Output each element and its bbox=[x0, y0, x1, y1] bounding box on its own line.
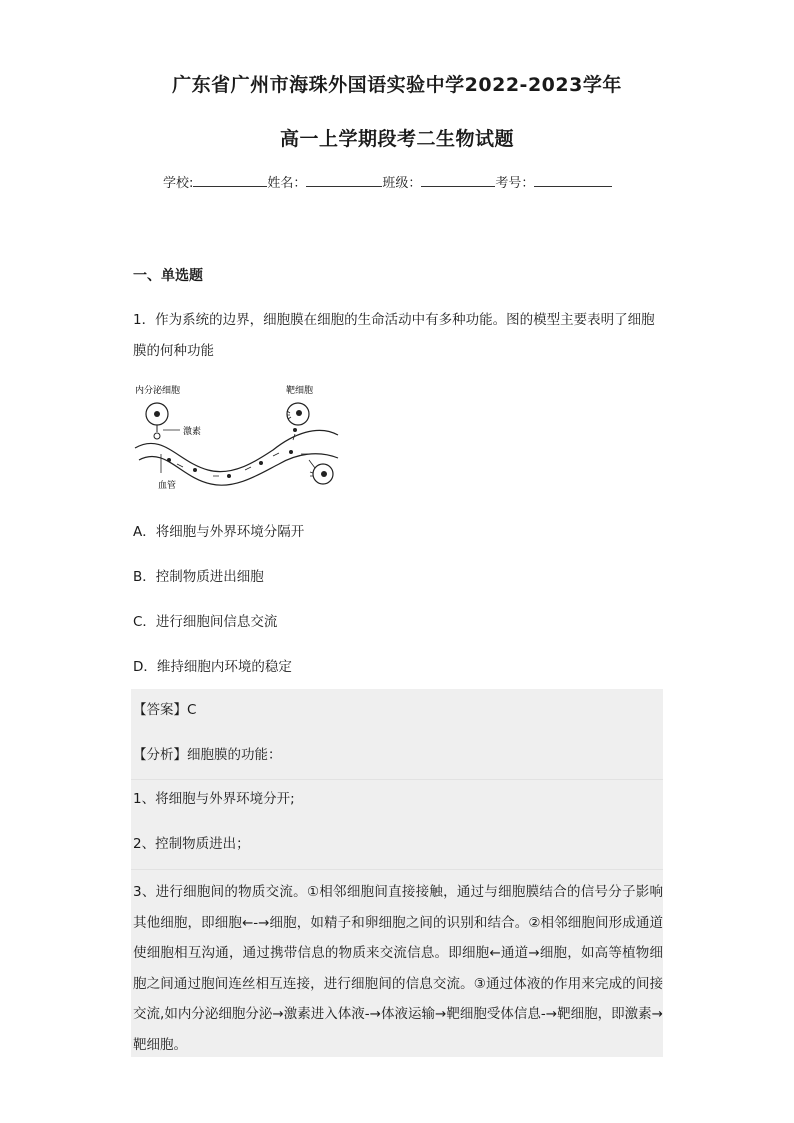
analysis-lead: 细胞膜的功能： bbox=[187, 747, 282, 763]
target-nucleus bbox=[296, 410, 302, 416]
school-blank[interactable] bbox=[193, 172, 267, 187]
number-label: 考号： bbox=[495, 176, 535, 191]
figure-label-hormone: 激素 bbox=[183, 427, 202, 437]
divider bbox=[131, 869, 663, 870]
school-label: 学校: bbox=[163, 176, 194, 191]
class-label: 班级： bbox=[382, 176, 422, 191]
analysis-point-2: 2、控制物质进出； bbox=[133, 836, 250, 852]
option-c[interactable]: C．进行细胞间信息交流 bbox=[133, 614, 278, 630]
answer-value: C bbox=[187, 702, 197, 718]
flow-arrows-right bbox=[301, 454, 315, 468]
hormone-dot bbox=[167, 458, 171, 462]
number-blank[interactable] bbox=[534, 172, 612, 187]
answer-line bbox=[133, 698, 196, 718]
question-text: 1．作为系统的边界，细胞膜在细胞的生命活动中有多种功能。图的模型主要表明了细胞膜的何种功能 bbox=[133, 312, 655, 359]
option-a[interactable]: A．将细胞与外界环境分隔开 bbox=[133, 524, 305, 540]
option-b[interactable]: B．控制物质进出细胞 bbox=[133, 569, 264, 585]
endocrine-nucleus bbox=[154, 411, 160, 417]
divider bbox=[131, 779, 663, 780]
hormone-dot bbox=[259, 461, 263, 465]
vessel-upper-wall bbox=[135, 430, 338, 471]
exam-title-line1: 广东省广州市海珠外国语实验中学2022-2023学年 bbox=[172, 74, 622, 96]
figure-label-vessel: 血管 bbox=[158, 481, 177, 491]
section-heading: 一、单选题 bbox=[133, 268, 203, 284]
hormone-dot bbox=[293, 428, 297, 432]
answer-tag: 【答案】 bbox=[133, 702, 187, 718]
figure-label-endocrine: 内分泌细胞 bbox=[135, 386, 181, 396]
hormone-signaling-figure bbox=[133, 380, 343, 492]
exam-title-line2: 高一上学期段考二生物试题 bbox=[279, 128, 514, 150]
option-d[interactable]: D．维持细胞内环境的稳定 bbox=[133, 659, 292, 675]
hormone-dot bbox=[289, 450, 293, 454]
hormone-dot bbox=[227, 474, 231, 478]
analysis-tag: 【分析】 bbox=[133, 747, 187, 763]
analysis-point-1: 1、将细胞与外界环境分开; bbox=[133, 791, 295, 807]
hormone-dot bbox=[193, 468, 197, 472]
class-blank[interactable] bbox=[421, 172, 495, 187]
name-blank[interactable] bbox=[306, 172, 382, 187]
figure-label-target: 靶细胞 bbox=[286, 386, 314, 396]
hormone-vesicle bbox=[154, 433, 160, 439]
analysis-line bbox=[133, 743, 282, 763]
target-lower-nucleus bbox=[321, 471, 327, 477]
analysis-point-3: 3、进行细胞间的物质交流。①相邻细胞间直接接触，通过与细胞膜结合的信号分子影响其他细胞，即细胞←-→细胞，如精子和卵细胞之间的识别和结合。②相邻细胞间形成通道使细胞相互沟通，通过携带信息的物质来交流信息。即细胞←通道→细胞，如高等植物细胞之间通过胞间连丝相互连接，进行细胞间的信息交流。③通过体液的作用来完成的间接交流,如内分泌细胞分泌→激素进入体液-→体液运输→靶细胞受体信息-→靶细胞，即激素→靶细胞。 bbox=[133, 884, 663, 1053]
student-info-row bbox=[163, 172, 612, 191]
name-label: 姓名： bbox=[267, 176, 307, 191]
